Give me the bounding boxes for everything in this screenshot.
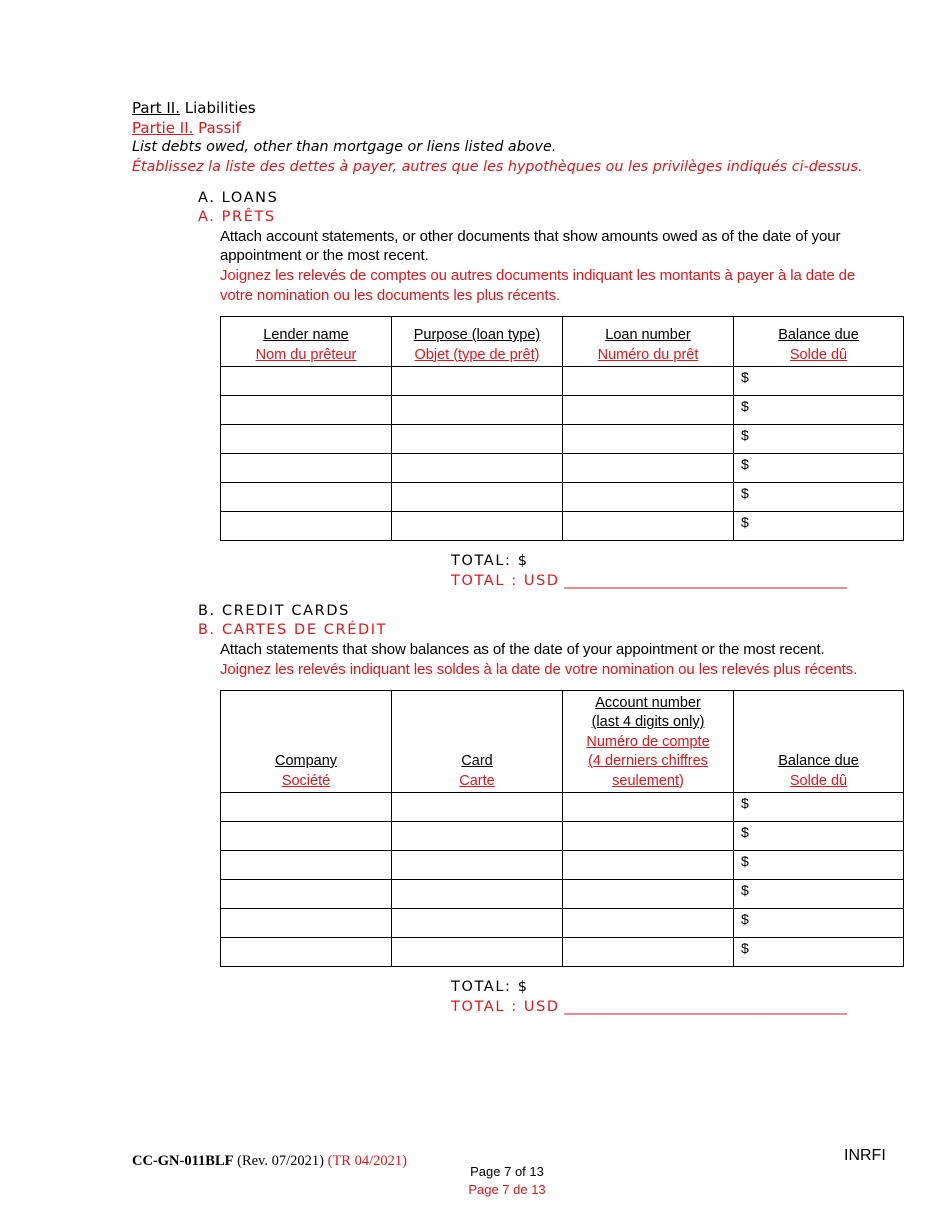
- loan-number-cell[interactable]: [563, 483, 734, 512]
- lender-cell[interactable]: [221, 512, 392, 541]
- company-cell[interactable]: [221, 880, 392, 909]
- account-number-cell[interactable]: [563, 793, 734, 822]
- cards-col-balance: Balance due Solde dû: [734, 691, 904, 793]
- card-cell[interactable]: [392, 938, 563, 967]
- cards-total-en: TOTAL: $: [451, 979, 529, 995]
- table-row: [221, 822, 904, 851]
- lender-cell[interactable]: [221, 396, 392, 425]
- part-instruction-en: List debts owed, other than mortgage or liens listed above.: [132, 139, 557, 155]
- account-number-cell[interactable]: [563, 822, 734, 851]
- loans-total-en: TOTAL: $: [451, 553, 529, 569]
- loans-total-fr[interactable]: TOTAL : USD _______________________________________: [451, 573, 848, 589]
- loans-heading-fr: A. PRÊTS: [198, 209, 276, 225]
- form-code: CC-GN-011BLF (Rev. 07/2021) (TR 04/2021): [132, 1153, 407, 1169]
- cards-col-account-number: Account number (last 4 digits only) Numéro de compte (4 derniers chiffres seulement): [563, 691, 734, 793]
- loans-col-purpose: Purpose (loan type) Objet (type de prêt): [392, 317, 563, 367]
- cards-col-company: Company Société: [221, 691, 392, 793]
- page-number-en: Page 7 of 13: [470, 1164, 544, 1179]
- page-number-fr: Page 7 de 13: [468, 1182, 546, 1197]
- table-row: [221, 396, 904, 425]
- table-row: [221, 851, 904, 880]
- balance-cell[interactable]: $: [734, 909, 904, 938]
- purpose-cell[interactable]: [392, 483, 563, 512]
- balance-cell[interactable]: $: [734, 512, 904, 541]
- loans-header-row: [221, 317, 904, 367]
- purpose-cell[interactable]: [392, 425, 563, 454]
- part-instruction-fr: Établissez la liste des dettes à payer, autres que les hypothèques ou les privilèges indiqués ci-dessus.: [132, 159, 863, 175]
- loans-total-line: _______________________________________: [564, 573, 848, 589]
- table-row: [221, 938, 904, 967]
- company-cell[interactable]: [221, 851, 392, 880]
- purpose-cell[interactable]: [392, 396, 563, 425]
- table-row: [221, 425, 904, 454]
- lender-cell[interactable]: [221, 425, 392, 454]
- balance-cell[interactable]: $: [734, 454, 904, 483]
- cards-header-row: [221, 691, 904, 793]
- loan-number-cell[interactable]: [563, 396, 734, 425]
- loan-number-cell[interactable]: [563, 512, 734, 541]
- loans-description-en-2: appointment or the most recent.: [220, 247, 429, 264]
- table-row: [221, 454, 904, 483]
- part-title-fr: Partie II. Passif: [132, 119, 241, 137]
- cards-col-card: Card Carte: [392, 691, 563, 793]
- loan-number-cell[interactable]: [563, 367, 734, 396]
- account-number-cell[interactable]: [563, 938, 734, 967]
- company-cell[interactable]: [221, 793, 392, 822]
- loans-description-en-1: Attach account statements, or other documents that show amounts owed as of the date of your: [220, 228, 841, 245]
- lender-cell[interactable]: [221, 483, 392, 512]
- table-row: [221, 880, 904, 909]
- company-cell[interactable]: [221, 938, 392, 967]
- loans-description-fr-2: votre nomination ou les documents les plus récents.: [220, 287, 561, 304]
- cards-heading-en: B. CREDIT CARDS: [198, 603, 350, 619]
- balance-cell[interactable]: $: [734, 367, 904, 396]
- account-number-cell[interactable]: [563, 880, 734, 909]
- loans-col-lender: Lender name Nom du prêteur: [221, 317, 392, 367]
- card-cell[interactable]: [392, 880, 563, 909]
- card-cell[interactable]: [392, 909, 563, 938]
- table-row: [221, 367, 904, 396]
- lender-cell[interactable]: [221, 454, 392, 483]
- form-corner-code: INRFI: [844, 1147, 886, 1164]
- account-number-cell[interactable]: [563, 851, 734, 880]
- card-cell[interactable]: [392, 851, 563, 880]
- loans-heading-en: A. LOANS: [198, 190, 279, 206]
- loans-col-loan-number: Loan number Numéro du prêt: [563, 317, 734, 367]
- part-title-en: Part II. Liabilities: [132, 99, 256, 117]
- cards-description-en: Attach statements that show balances as of the date of your appointment or the most recent.: [220, 641, 825, 658]
- purpose-cell[interactable]: [392, 367, 563, 396]
- table-row: [221, 512, 904, 541]
- table-row: [221, 909, 904, 938]
- account-number-cell[interactable]: [563, 909, 734, 938]
- balance-cell[interactable]: $: [734, 822, 904, 851]
- cards-total-fr[interactable]: TOTAL : USD _______________________________________: [451, 999, 848, 1015]
- loan-number-cell[interactable]: [563, 454, 734, 483]
- card-cell[interactable]: [392, 822, 563, 851]
- cards-description-fr: Joignez les relevés indiquant les soldes à la date de votre nomination ou les relevés plus récents.: [220, 661, 858, 678]
- company-cell[interactable]: [221, 822, 392, 851]
- purpose-cell[interactable]: [392, 512, 563, 541]
- balance-cell[interactable]: $: [734, 793, 904, 822]
- purpose-cell[interactable]: [392, 454, 563, 483]
- balance-cell[interactable]: $: [734, 880, 904, 909]
- balance-cell[interactable]: $: [734, 483, 904, 512]
- loans-table: [220, 316, 904, 541]
- loans-description-fr-1: Joignez les relevés de comptes ou autres documents indiquant les montants à payer à la date de: [220, 267, 856, 284]
- balance-cell[interactable]: $: [734, 396, 904, 425]
- table-row: [221, 793, 904, 822]
- balance-cell[interactable]: $: [734, 851, 904, 880]
- loan-number-cell[interactable]: [563, 425, 734, 454]
- lender-cell[interactable]: [221, 367, 392, 396]
- cards-table: [220, 690, 904, 967]
- card-cell[interactable]: [392, 793, 563, 822]
- cards-heading-fr: B. CARTES DE CRÉDIT: [198, 622, 388, 638]
- cards-total-line: _______________________________________: [564, 999, 848, 1015]
- balance-cell[interactable]: $: [734, 938, 904, 967]
- table-row: [221, 483, 904, 512]
- loans-col-balance: Balance due Solde dû: [734, 317, 904, 367]
- balance-cell[interactable]: $: [734, 425, 904, 454]
- company-cell[interactable]: [221, 909, 392, 938]
